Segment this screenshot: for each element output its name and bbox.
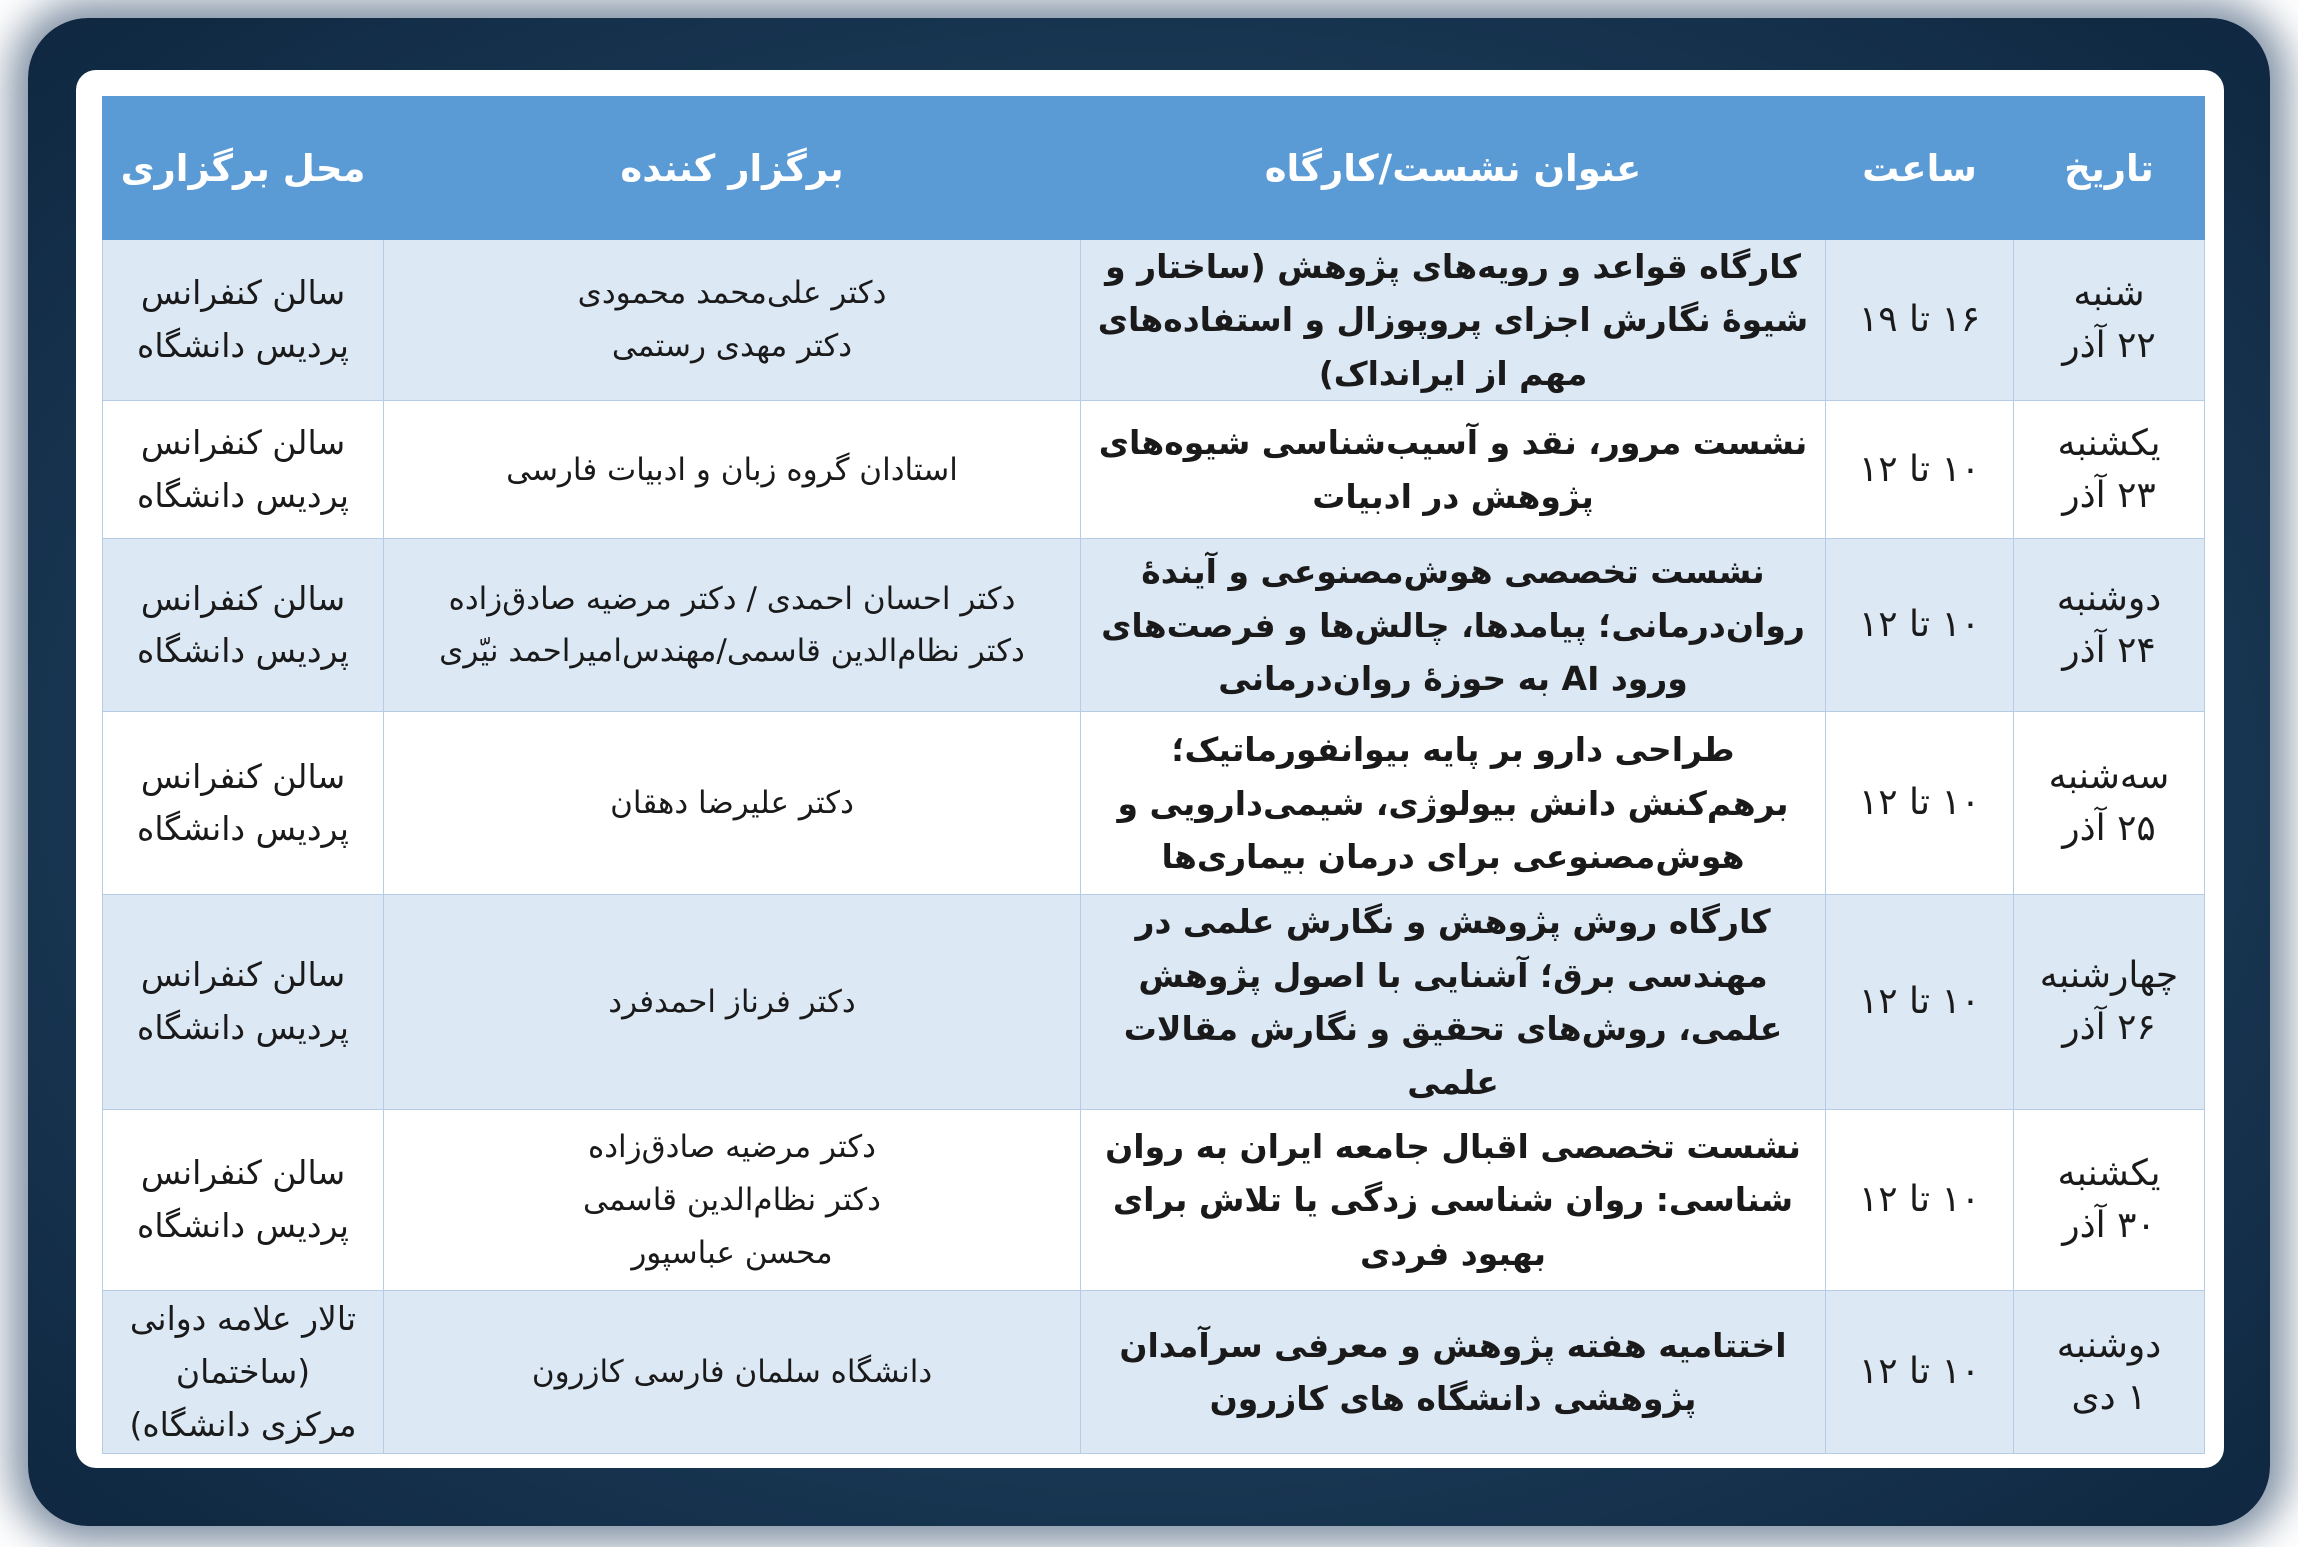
- venue-cell: [103, 895, 384, 1110]
- table-row: [103, 539, 2205, 712]
- time-cell: [1826, 895, 2014, 1110]
- schedule-table: [102, 96, 2205, 1454]
- venue-line: پردیس دانشگاه: [137, 475, 349, 515]
- time-label: ۱۰ تا ۱۲: [1858, 981, 1981, 1023]
- day-label: سه‌شنبه: [2048, 756, 2170, 798]
- venue-cell: [103, 1110, 384, 1291]
- date-label: ۲۳ آذر: [2062, 474, 2156, 516]
- time-cell: [1826, 240, 2014, 401]
- session-title: اختتامیه هفته پژوهش و معرفی سرآمدان پژوهشی دانشگاه های کازرون: [1119, 1325, 1787, 1419]
- day-label: چهارشنبه: [2039, 955, 2179, 997]
- table-row: [103, 1291, 2205, 1454]
- day-label: شنبه: [2073, 272, 2145, 314]
- organizer-name: محسن عباسپور: [631, 1234, 833, 1271]
- header-venue: محل برگزاری: [103, 97, 384, 240]
- title-cell: [1081, 240, 1826, 401]
- time-label: ۱۶ تا ۱۹: [1858, 299, 1981, 341]
- session-title: کارگاه قواعد و رویه‌های پژوهش (ساختار و شیوهٔ نگارش اجزای پروپوزال و استفاده‌های مهم از ایرانداک): [1097, 247, 1809, 393]
- session-title: نشست تخصصی اقبال جامعه ایران به روان شناسی: روان شناسی زدگی یا تلاش برای بهبود فردی: [1105, 1126, 1801, 1273]
- day-label: دوشنبه: [2056, 1324, 2162, 1366]
- organizer-name: دکتر مهدی رستمی: [611, 328, 853, 365]
- venue-line: پردیس دانشگاه: [137, 1206, 349, 1246]
- organizer-cell: [384, 1291, 1081, 1454]
- venue-line: سالن کنفرانس: [140, 423, 346, 463]
- organizer-name: دکتر نظام‌الدین قاسمی: [583, 1181, 881, 1218]
- organizer-name: استادان گروه زبان و ادبیات فارسی: [506, 451, 958, 488]
- title-cell: [1081, 401, 1826, 539]
- time-label: ۱۰ تا ۱۲: [1858, 1179, 1981, 1221]
- time-cell: [1826, 712, 2014, 895]
- organizer-name: دکتر فرناز احمدفرد: [608, 983, 856, 1020]
- venue-cell: [103, 401, 384, 539]
- day-label: یکشنبه: [2057, 1152, 2161, 1194]
- date-label: ۲۴ آذر: [2062, 630, 2156, 672]
- date-label: ۲۶ آذر: [2062, 1007, 2156, 1049]
- session-title: طراحی دارو بر پایه بیوانفورماتیک؛ برهم‌کنش دانش بیولوژی، شیمی‌دارویی و هوش‌مصنوعی برای درمان بیماری‌ها: [1117, 730, 1789, 877]
- venue-line: سالن کنفرانس: [140, 578, 346, 618]
- date-cell: [2014, 401, 2205, 539]
- title-cell: [1081, 1291, 1826, 1454]
- title-cell: [1081, 1110, 1826, 1291]
- organizer-cell: [384, 240, 1081, 401]
- organizer-cell: [384, 401, 1081, 539]
- header-row: [103, 97, 2205, 240]
- time-label: ۱۰ تا ۱۲: [1858, 1351, 1981, 1393]
- date-cell: [2014, 240, 2205, 401]
- venue-line: پردیس دانشگاه: [137, 1008, 349, 1048]
- title-cell: [1081, 539, 1826, 712]
- time-label: ۱۰ تا ۱۲: [1858, 604, 1981, 646]
- session-title: نشست تخصصی هوش‌مصنوعی و آیندهٔ روان‌درمانی؛ پیامدها، چالش‌ها و فرصت‌های ورود AI به حوزهٔ روان‌درمانی: [1101, 552, 1805, 699]
- organizer-name: دکتر مرضیه صادق‌زاده: [588, 1129, 876, 1166]
- header-title: عنوان نشست/کارگاه: [1081, 97, 1826, 240]
- organizer-cell: [384, 1110, 1081, 1291]
- table-row: [103, 712, 2205, 895]
- venue-line: سالن کنفرانس: [140, 273, 346, 313]
- session-title: نشست مرور، نقد و آسیب‌شناسی شیوه‌های پژوهش در ادبیات: [1098, 423, 1808, 516]
- date-label: ۲۵ آذر: [2062, 808, 2156, 850]
- time-cell: [1826, 1291, 2014, 1454]
- header-time: ساعت: [1826, 97, 2014, 240]
- date-cell: [2014, 895, 2205, 1110]
- venue-line: تالار علامه دوانی: [129, 1298, 357, 1338]
- organizer-name: دانشگاه سلمان فارسی کازرون: [531, 1353, 933, 1390]
- header-date: تاریخ: [2014, 97, 2205, 240]
- venue-line: سالن کنفرانس: [140, 756, 346, 796]
- venue-line: پردیس دانشگاه: [137, 809, 349, 849]
- venue-line: (ساختمان: [175, 1351, 311, 1391]
- time-label: ۱۰ تا ۱۲: [1858, 782, 1981, 824]
- date-cell: [2014, 1110, 2205, 1291]
- organizer-name: دکتر علیرضا دهقان: [610, 785, 854, 822]
- venue-line: مرکزی دانشگاه): [129, 1404, 357, 1444]
- venue-cell: [103, 712, 384, 895]
- venue-line: پردیس دانشگاه: [137, 326, 349, 366]
- organizer-name: دکتر علی‌محمد محمودی: [577, 275, 887, 312]
- table-row: [103, 240, 2205, 401]
- header-organizer: برگزار کننده: [384, 97, 1081, 240]
- date-label: ۱ دی: [2071, 1377, 2147, 1419]
- date-label: ۳۰ آذر: [2062, 1205, 2156, 1247]
- table-row: [103, 401, 2205, 539]
- session-title: کارگاه روش پژوهش و نگارش علمی در مهندسی برق؛ آشنایی با اصول پژوهش علمی، روش‌های تحقیق و نگارش مقالات علمی: [1123, 902, 1783, 1102]
- venue-line: سالن کنفرانس: [140, 955, 346, 995]
- title-cell: [1081, 895, 1826, 1110]
- day-label: یکشنبه: [2057, 422, 2161, 464]
- venue-cell: [103, 1291, 384, 1454]
- date-label: ۲۲ آذر: [2062, 325, 2156, 367]
- day-label: دوشنبه: [2056, 578, 2162, 620]
- venue-line: سالن کنفرانس: [140, 1153, 346, 1193]
- date-cell: [2014, 712, 2205, 895]
- date-cell: [2014, 539, 2205, 712]
- organizer-cell: [384, 539, 1081, 712]
- organizer-cell: [384, 712, 1081, 895]
- date-cell: [2014, 1291, 2205, 1454]
- time-cell: [1826, 1110, 2014, 1291]
- venue-cell: [103, 240, 384, 401]
- table-row: [103, 1110, 2205, 1291]
- organizer-cell: [384, 895, 1081, 1110]
- time-cell: [1826, 401, 2014, 539]
- organizer-name: دکتر نظام‌الدین قاسمی/مهندس‌امیراحمد نیّری: [439, 633, 1025, 670]
- venue-cell: [103, 539, 384, 712]
- time-cell: [1826, 539, 2014, 712]
- organizer-name: دکتر احسان احمدی / دکتر مرضیه صادق‌زاده: [448, 580, 1016, 617]
- time-label: ۱۰ تا ۱۲: [1858, 448, 1981, 490]
- table-row: [103, 895, 2205, 1110]
- venue-line: پردیس دانشگاه: [137, 631, 349, 671]
- title-cell: [1081, 712, 1826, 895]
